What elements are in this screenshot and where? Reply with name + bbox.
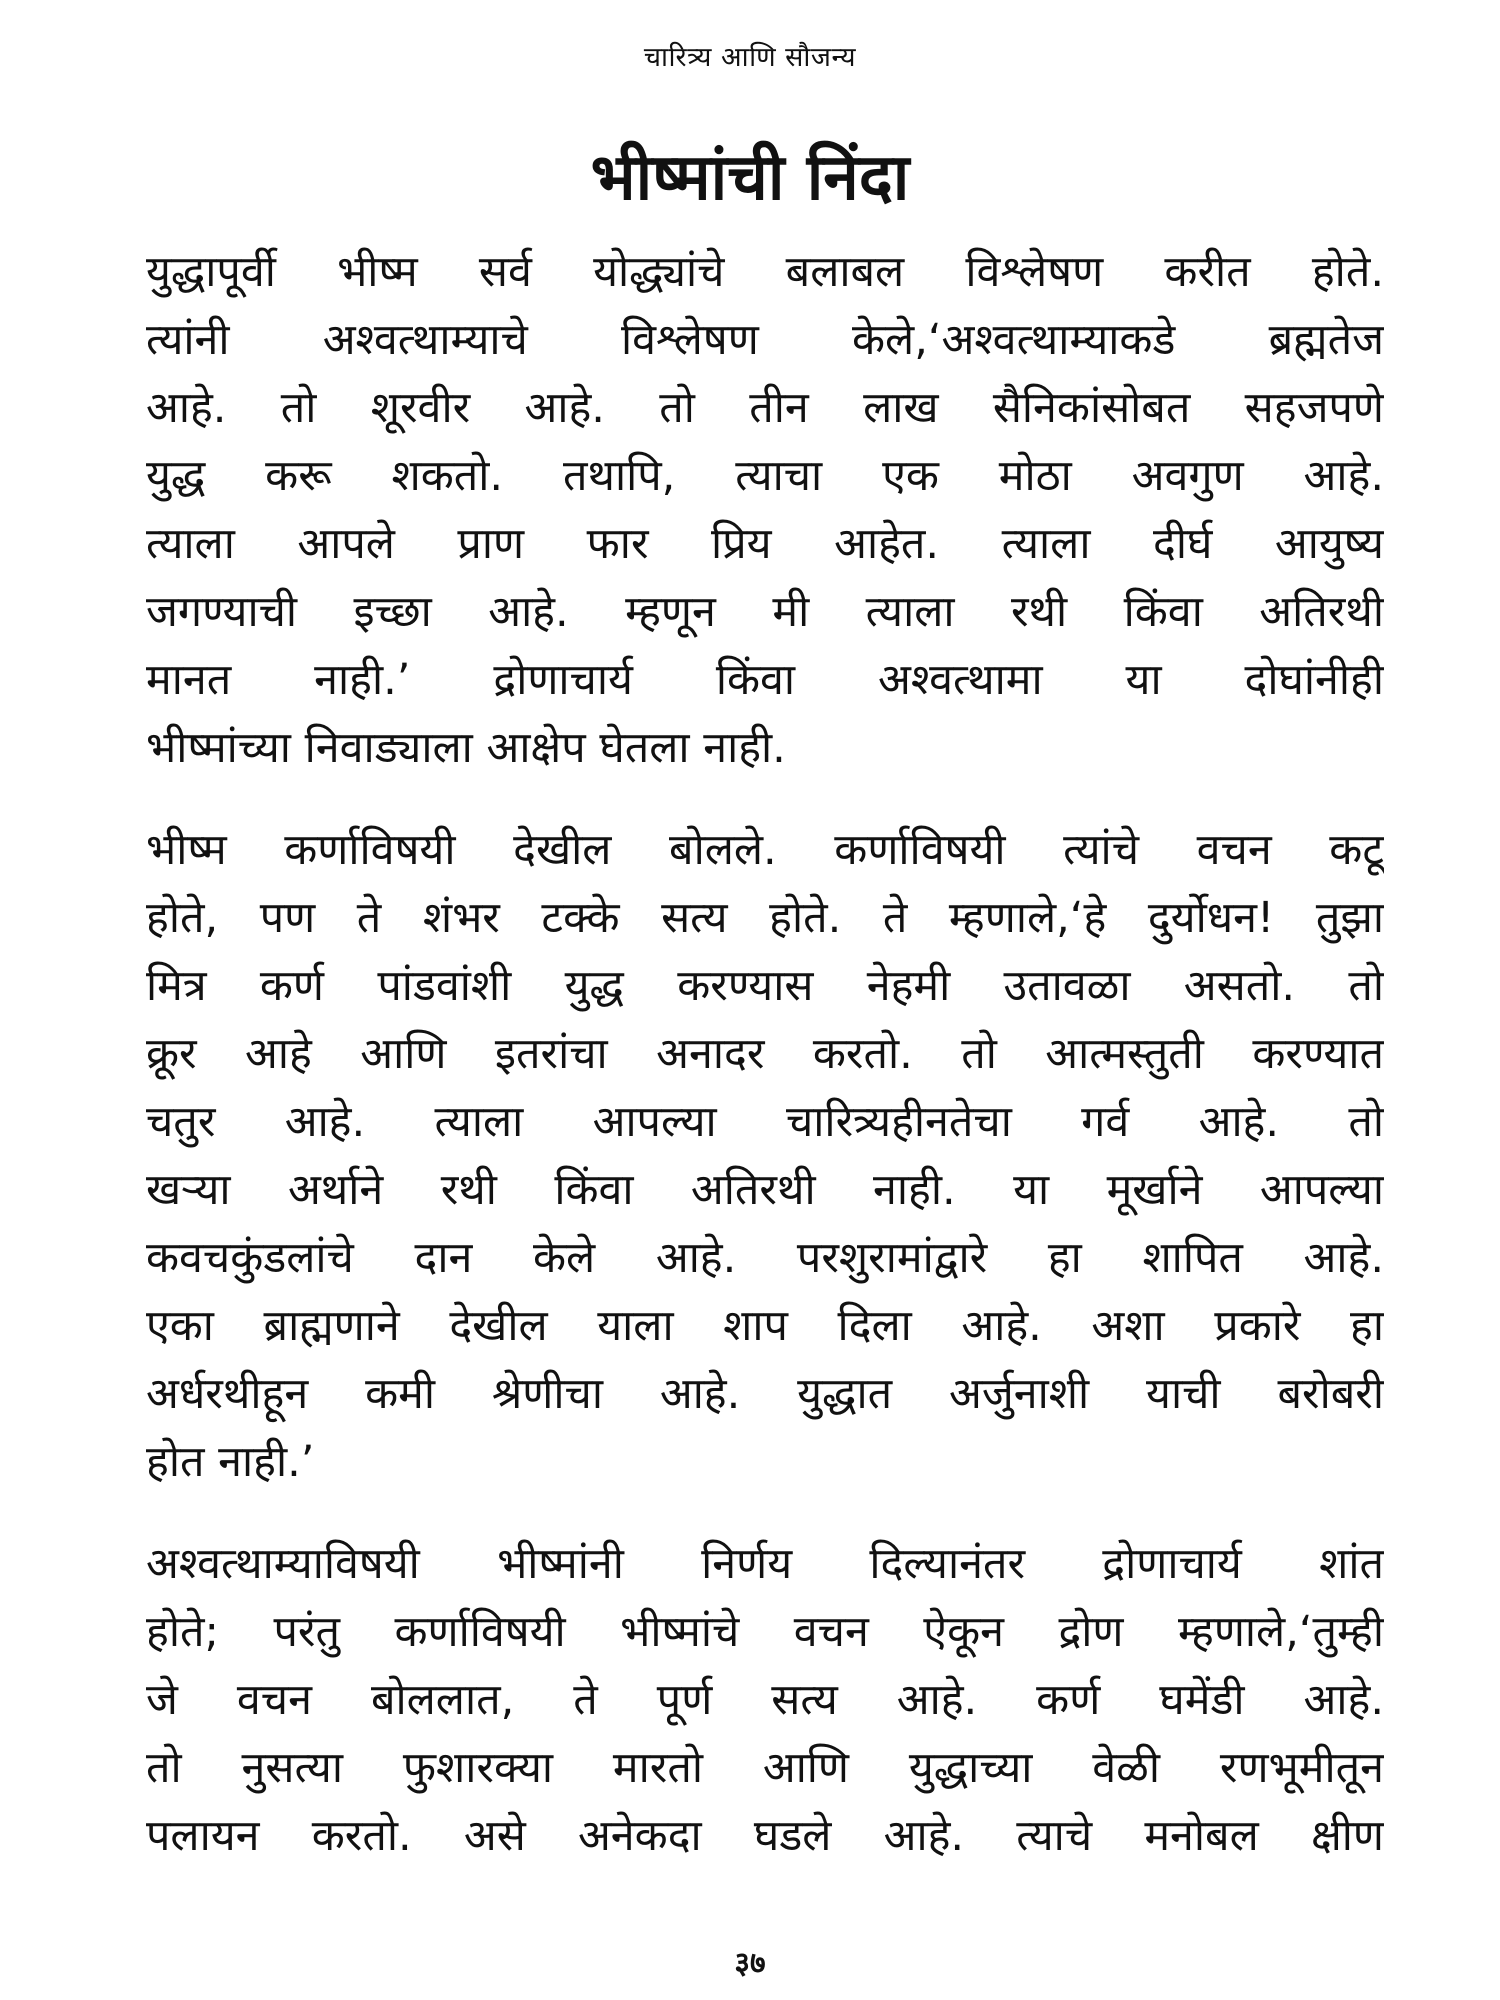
- text-line: अश्वत्थाम्याविषयी भीष्मांनी निर्णय दिल्यानंतर द्रोणाचार्य शांत: [146, 1539, 1384, 1589]
- paragraph-1: [146, 238, 1384, 782]
- text-line: भीष्म कर्णाविषयी देखील बोलले. कर्णाविषयी त्यांचे वचन कटू: [146, 825, 1384, 875]
- page-number: ३७: [734, 1946, 766, 1981]
- text-line: युद्धापूर्वी भीष्म सर्व योद्ध्यांचे बलाबल विश्लेषण करीत होते.: [146, 247, 1384, 297]
- text-line: जे वचन बोललात, ते पूर्ण सत्य आहे. कर्ण घमेंडी आहे.: [146, 1675, 1384, 1725]
- text-line: होते; परंतु कर्णाविषयी भीष्मांचे वचन ऐकून द्रोण म्हणाले,‘तुम्ही: [146, 1607, 1384, 1657]
- text-line: अर्धरथीहून कमी श्रेणीचा आहे. युद्धात अर्जुनाशी याची बरोबरी: [146, 1369, 1384, 1419]
- text-line: मानत नाही.’ द्रोणाचार्य किंवा अश्वत्थामा या दोघांनीही: [146, 655, 1384, 705]
- text-line: भीष्मांच्या निवाड्याला आक्षेप घेतला नाही.: [146, 723, 786, 773]
- text-line: एका ब्राह्मणाने देखील याला शाप दिला आहे. अशा प्रकारे हा: [146, 1301, 1384, 1351]
- body-text: [146, 238, 1384, 1904]
- text-line: आहे. तो शूरवीर आहे. तो तीन लाख सैनिकांसोबत सहजपणे: [146, 383, 1384, 433]
- text-line: चतुर आहे. त्याला आपल्या चारित्र्यहीनतेचा गर्व आहे. तो: [146, 1097, 1384, 1147]
- text-line: खऱ्या अर्थाने रथी किंवा अतिरथी नाही. या मूर्खाने आपल्या: [146, 1165, 1384, 1215]
- text-line: कवचकुंडलांचे दान केले आहे. परशुरामांद्वारे हा शापित आहे.: [146, 1233, 1384, 1283]
- text-line: जगण्याची इच्छा आहे. म्हणून मी त्याला रथी किंवा अतिरथी: [146, 587, 1384, 637]
- text-line: युद्ध करू शकतो. तथापि, त्याचा एक मोठा अवगुण आहे.: [146, 451, 1384, 501]
- text-line: मित्र कर्ण पांडवांशी युद्ध करण्यास नेहमी उतावळा असतो. तो: [146, 961, 1384, 1011]
- text-line: होते, पण ते शंभर टक्के सत्य होते. ते म्हणाले,‘हे दुर्योधन! तुझा: [146, 893, 1384, 943]
- text-line: क्रूर आहे आणि इतरांचा अनादर करतो. तो आत्मस्तुती करण्यात: [146, 1029, 1384, 1079]
- text-line: त्याला आपले प्राण फार प्रिय आहेत. त्याला दीर्घ आयुष्य: [146, 519, 1384, 569]
- running-header: चारित्र्य आणि सौजन्य: [643, 42, 857, 73]
- text-line: पलायन करतो. असे अनेकदा घडले आहे. त्याचे मनोबल क्षीण: [146, 1811, 1384, 1861]
- chapter-title: भीष्मांची निंदा: [590, 141, 910, 215]
- text-line: होत नाही.’: [146, 1437, 315, 1487]
- text-line: तो नुसत्या फुशारक्या मारतो आणि युद्धाच्या वेळी रणभूमीतून: [146, 1743, 1384, 1793]
- text-line: त्यांनी अश्वत्थाम्याचे विश्लेषण केले,‘अश्वत्थाम्याकडे ब्रह्मतेज: [146, 315, 1384, 365]
- paragraph-3: [146, 1530, 1384, 1870]
- paragraph-2: [146, 816, 1384, 1496]
